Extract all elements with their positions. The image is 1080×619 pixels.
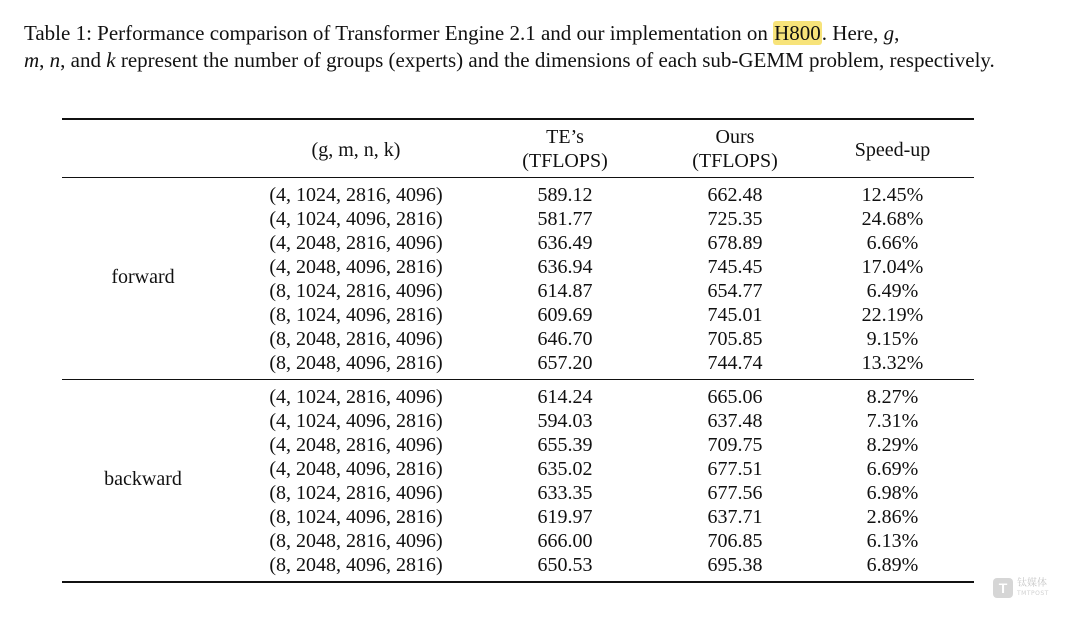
header-te (480, 125, 650, 173)
table-cell-te: 619.97 (537, 506, 593, 528)
caption-var-g: g (883, 21, 895, 45)
table-cell-speedup: 17.04% (861, 256, 924, 278)
table-cell-te: 650.53 (537, 554, 593, 576)
table-cell-ours: 662.48 (707, 184, 763, 206)
table-cell-config: (4, 2048, 2816, 4096) (269, 434, 443, 456)
table-cell-te: 636.49 (537, 232, 593, 254)
table-cell-speedup: 24.68% (861, 208, 924, 230)
table-cell-ours: 665.06 (707, 386, 763, 408)
table-top-rule (62, 118, 974, 120)
table-cell-config: (8, 2048, 2816, 4096) (269, 328, 443, 350)
caption-rest: represent the number of groups (experts) and the dimensions of each sub-GEMM problem, respectively. (115, 48, 995, 72)
table-group-rule (62, 379, 974, 380)
table-cell-speedup: 6.98% (866, 482, 919, 504)
table-cell-ours: 677.56 (707, 482, 763, 504)
table-cell-config: (8, 2048, 2816, 4096) (269, 530, 443, 552)
table-cell-ours: 637.71 (707, 506, 763, 528)
table-cell-config: (8, 2048, 4096, 2816) (269, 352, 443, 374)
group-label-backward: backward (104, 468, 182, 490)
caption-var-m: m (24, 48, 40, 72)
table-cell-te: 581.77 (537, 208, 593, 230)
watermark-name: 钛媒体 (1017, 578, 1047, 589)
table-cell-ours: 706.85 (707, 530, 763, 552)
table-header-rule (62, 177, 974, 178)
caption-highlight: H800 (774, 21, 821, 45)
table-cell-speedup: 6.66% (866, 232, 919, 254)
header-speedup: Speed-up (854, 139, 931, 161)
table-cell-speedup: 6.13% (866, 530, 919, 552)
header-te-line2: (TFLOPS) (522, 150, 608, 172)
table-cell-config: (8, 1024, 2816, 4096) (269, 482, 443, 504)
table-cell-te: 666.00 (537, 530, 593, 552)
table-cell-config: (4, 1024, 2816, 4096) (269, 184, 443, 206)
table-cell-ours: 744.74 (707, 352, 763, 374)
table-cell-te: 594.03 (537, 410, 593, 432)
table-cell-ours: 637.48 (707, 410, 763, 432)
caption-after-highlight: . Here, (821, 21, 884, 45)
watermark-logo-icon: T (993, 578, 1013, 598)
table-cell-speedup: 13.32% (861, 352, 924, 374)
table-cell-config: (8, 2048, 4096, 2816) (269, 554, 443, 576)
table-cell-config: (4, 1024, 4096, 2816) (269, 208, 443, 230)
table-cell-speedup: 6.89% (866, 554, 919, 576)
table-cell-ours: 677.51 (707, 458, 763, 480)
table-cell-te: 614.87 (537, 280, 593, 302)
table-cell-ours: 709.75 (707, 434, 763, 456)
caption-var-n: n (49, 48, 61, 72)
table-cell-te: 609.69 (537, 304, 593, 326)
table-cell-speedup: 7.31% (866, 410, 919, 432)
table-cell-speedup: 2.86% (866, 506, 919, 528)
table-cell-config: (4, 2048, 4096, 2816) (269, 458, 443, 480)
header-ours-line2: (TFLOPS) (692, 150, 778, 172)
table-cell-speedup: 22.19% (861, 304, 924, 326)
table-cell-speedup: 6.49% (866, 280, 919, 302)
table-cell-te: 646.70 (537, 328, 593, 350)
table-cell-te: 635.02 (537, 458, 593, 480)
table-cell-speedup: 8.27% (866, 386, 919, 408)
table-cell-speedup: 12.45% (861, 184, 924, 206)
header-ours-line1: Ours (715, 126, 755, 148)
table-cell-config: (4, 1024, 2816, 4096) (269, 386, 443, 408)
table-cell-config: (4, 2048, 2816, 4096) (269, 232, 443, 254)
watermark (993, 578, 1053, 602)
table-cell-speedup: 8.29% (866, 434, 919, 456)
table-cell-te: 657.20 (537, 352, 593, 374)
table-bottom-rule (62, 581, 974, 583)
table-caption (24, 20, 1034, 74)
table-cell-config: (8, 1024, 4096, 2816) (269, 304, 443, 326)
table-cell-ours: 654.77 (707, 280, 763, 302)
table-cell-te: 614.24 (537, 386, 593, 408)
caption-sep1: , (894, 21, 900, 45)
table-cell-ours: 745.01 (707, 304, 763, 326)
header-ours (650, 125, 820, 173)
table-cell-ours: 705.85 (707, 328, 763, 350)
watermark-sub: TMTPOST (1017, 590, 1049, 597)
caption-sep3: , and (60, 48, 107, 72)
table-cell-config: (4, 2048, 4096, 2816) (269, 256, 443, 278)
caption-var-k: k (106, 48, 116, 72)
table-cell-config: (8, 1024, 2816, 4096) (269, 280, 443, 302)
table-cell-config: (4, 1024, 4096, 2816) (269, 410, 443, 432)
table-cell-te: 655.39 (537, 434, 593, 456)
header-te-line1: TE’s (546, 126, 584, 148)
table-cell-speedup: 6.69% (866, 458, 919, 480)
table-cell-te: 636.94 (537, 256, 593, 278)
table-cell-te: 633.35 (537, 482, 593, 504)
caption-prefix: Table 1: Performance comparison of Transformer Engine 2.1 and our implementation on (24, 21, 774, 45)
table-cell-ours: 745.45 (707, 256, 763, 278)
table-cell-ours: 678.89 (707, 232, 763, 254)
group-label-forward: forward (111, 266, 175, 288)
table-cell-ours: 725.35 (707, 208, 763, 230)
table-cell-speedup: 9.15% (866, 328, 919, 350)
table-cell-ours: 695.38 (707, 554, 763, 576)
caption-sep2: , (39, 48, 50, 72)
header-config: (g, m, n, k) (311, 139, 401, 161)
table-cell-config: (8, 1024, 4096, 2816) (269, 506, 443, 528)
table-cell-te: 589.12 (537, 184, 593, 206)
